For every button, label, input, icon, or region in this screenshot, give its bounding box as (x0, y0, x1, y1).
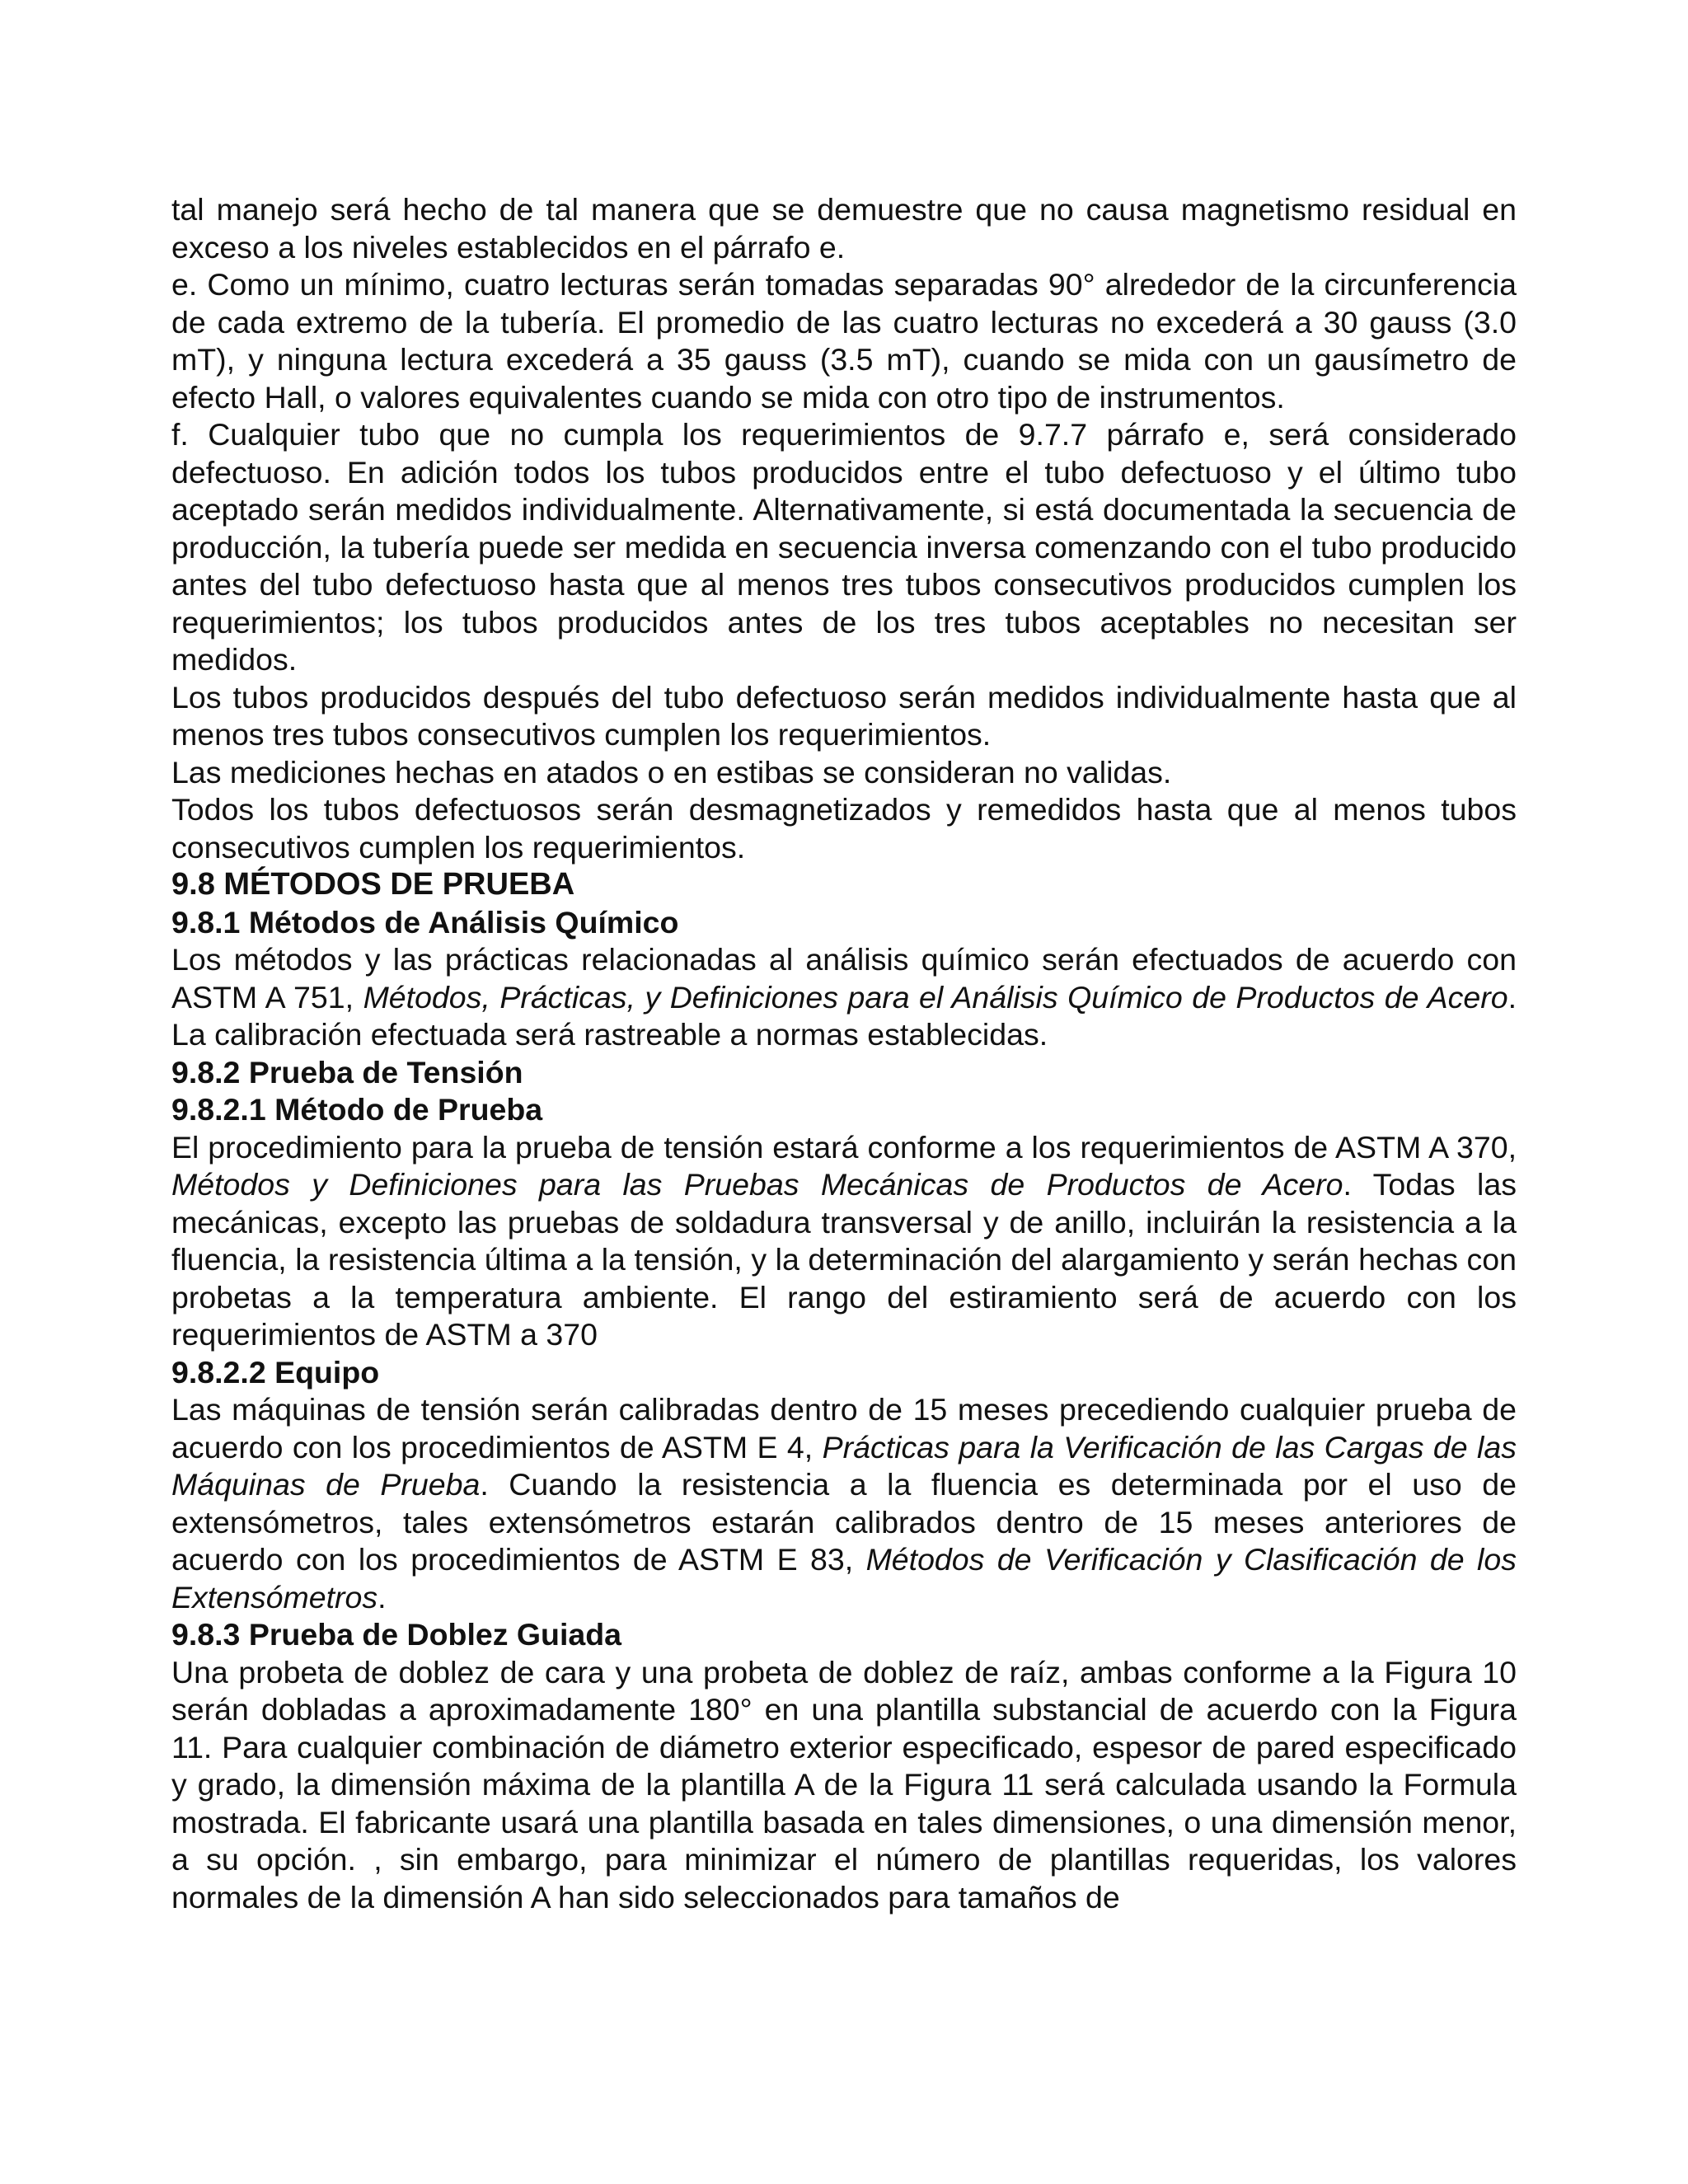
paragraph-bundles: Las mediciones hechas en atados o en estibas se consideran no validas. (171, 754, 1172, 790)
section-heading-9-8-2-2: 9.8.2.2 Equipo (171, 1354, 380, 1390)
section-heading-9-8-2: 9.8.2 Prueba de Tensión (171, 1054, 523, 1090)
italic-title: Prácticas para la Verificación de las Cargas de las Máquinas de Prueba (171, 1429, 1517, 1502)
text-run: . (377, 1579, 387, 1615)
italic-title: Métodos, Prácticas, y Definiciones para el Análisis Químico de Productos de Acero (363, 979, 1508, 1015)
paragraph-guided-bend: Una probeta de doblez de cara y una probeta de doblez de raíz, ambas conforme a la Figura 10 serán dobladas a aproximadamente 180° en una plantilla substancial de acuerdo con la Figura 11. Para cualquier combinación de diámetro exterior especificado, espesor de pared especificado y grado, la dimensión máxima de la plantilla A de la Figura 11 será calculada usando la Formula mostrada. El fabricante usará una plantilla basada en tales dimensiones, o una dimensión menor, a su opción. , sin embargo, para minimizar el número de plantillas requeridas, los valores normales de la dimensión A han sido seleccionados para tamaños de (171, 1654, 1517, 1915)
paragraph-chemical-analysis (171, 941, 1517, 1054)
paragraph-after-defective: Los tubos producidos después del tubo defectuoso serán medidos individualmente hasta que al menos tres tubos consecutivos cumplen los requerimientos. (171, 679, 1517, 752)
text-run: Los métodos y las prácticas relacionadas al análisis químico serán efectuados de acuerdo con ASTM A 751, (171, 942, 1517, 1015)
italic-title: Métodos y Definiciones para las Pruebas Mecánicas de Productos de Acero (171, 1167, 1343, 1202)
text-run: Las máquinas de tensión serán calibradas dentro de 15 meses precediendo cualquier prueba de acuerdo con los procedimientos de ASTM E 4, (171, 1392, 1517, 1465)
section-heading-9-8-3: 9.8.3 Prueba de Doblez Guiada (171, 1617, 622, 1652)
paragraph-demagnetized: Todos los tubos defectuosos serán desmagnetizados y remedidos hasta que al menos tubos consecutivos cumplen los requerimientos. (171, 792, 1517, 865)
section-heading-9-8: 9.8 MÉTODOS DE PRUEBA (171, 867, 575, 902)
paragraph-tension-method (171, 1129, 1517, 1354)
text-run: . Cuando la resistencia a la fluencia es determinada por el uso de extensómetros, tales extensómetros estarán calibrados dentro de 15 meses anteriores de acuerdo con los procedimientos de ASTM E 83, (171, 1467, 1517, 1577)
paragraph-item-e: e. Como un mínimo, cuatro lecturas serán tomadas separadas 90° alrededor de la circunferencia de cada extremo de la tubería. El promedio de las cuatro lecturas no excederá a 30 gauss (3.0 mT), y ninguna lectura excederá a 35 gauss (3.5 mT), cuando se mida con un gausímetro de efecto Hall, o valores equivalentes cuando se mida con otro tipo de instrumentos. (171, 267, 1517, 415)
section-heading-9-8-2-1: 9.8.2.1 Método de Prueba (171, 1092, 543, 1127)
text-run: . Todas las mecánicas, excepto las pruebas de soldadura transversal y de anillo, incluirán la resistencia a la fluencia, la resistencia última a la tensión, y la determinación del alargamiento y serán hechas con probetas a la temperatura ambiente. El rango del estiramiento será de acuerdo con los requerimientos de ASTM a 370 (171, 1167, 1517, 1352)
document-page (171, 191, 1517, 1916)
paragraph-equipment (171, 1391, 1517, 1616)
section-heading-9-8-1: 9.8.1 Métodos de Análisis Químico (171, 904, 679, 940)
text-run: . La calibración efectuada será rastreable a normas establecidas. (171, 979, 1517, 1052)
text-run: El procedimiento para la prueba de tensión estará conforme a los requerimientos de ASTM A 370, (171, 1129, 1517, 1165)
italic-title: Métodos de Verificación y Clasificación de los Extensómetros (171, 1542, 1517, 1615)
paragraph-item-f: f. Cualquier tubo que no cumpla los requerimientos de 9.7.7 párrafo e, será considerado defectuoso. En adición todos los tubos producidos entre el tubo defectuoso y el último tubo aceptado serán medidos individualmente. Alternativamente, si está documentada la secuencia de producción, la tubería puede ser medida en secuencia inversa comenzando con el tubo producido antes del tubo defectuoso hasta que al menos tres tubos consecutivos producidos cumplen los requerimientos; los tubos producidos antes de los tres tubos aceptables no necesitan ser medidos. (171, 417, 1517, 677)
paragraph-residual-magnetism: tal manejo será hecho de tal manera que se demuestre que no causa magnetismo residual en exceso a los niveles establecidos en el párrafo e. (171, 192, 1517, 265)
